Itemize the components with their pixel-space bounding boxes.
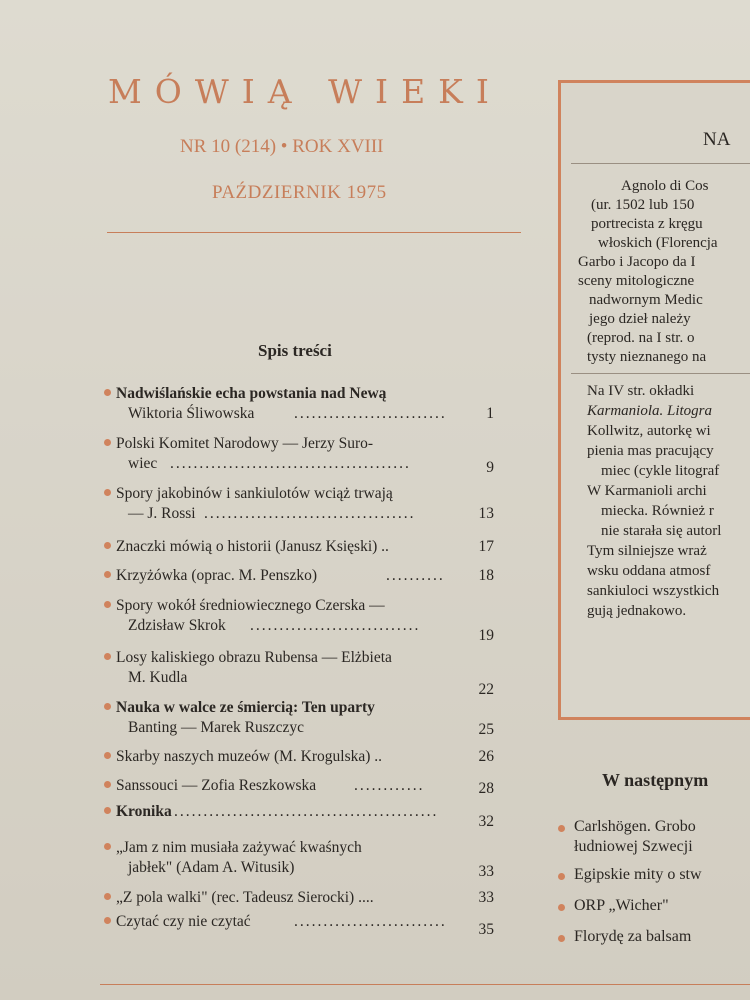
toc-entry-title: Krzyżówka (oprac. M. Penszko) [116, 567, 318, 584]
next-issue-heading: W następnym [602, 770, 709, 790]
info-line: Na IV str. okładki [587, 383, 695, 399]
toc-entry-page: 35 [478, 921, 494, 938]
info-line: portrecista z kręgu [591, 216, 703, 232]
toc-entry-page: 1 [486, 405, 494, 422]
info-box-heading: NA [703, 129, 731, 150]
toc-entry-title: Losy kaliskiego obrazu Rubensa — Elżbieta [116, 649, 392, 666]
bullet-icon [558, 825, 565, 832]
info-line: sceny mitologiczne [578, 273, 695, 289]
info-line: Kollwitz, autorkę wi [587, 423, 711, 439]
toc-entry-page: 9 [486, 459, 494, 476]
toc-entry-page: 13 [478, 505, 494, 522]
info-box-rule [571, 373, 750, 374]
toc-entry-author: Wiktoria Śliwowska [128, 405, 255, 422]
next-issue-item-text: Carlshögen. Grobo [574, 818, 696, 835]
issue-number: NR 10 (214) • ROK XVIII [180, 136, 384, 157]
toc-entry-author: Banting — Marek Ruszczyc [128, 719, 305, 736]
toc-entry-title: Polski Komitet Narodowy — Jerzy Suro- [116, 435, 374, 452]
next-issue-item-text: łudniowej Szwecji [574, 838, 693, 855]
info-line: nadwornym Medic [589, 292, 703, 308]
bullet-icon [104, 601, 111, 608]
bullet-icon [104, 653, 111, 660]
toc-entry-title: Spory wokół średniowiecznego Czerska — [116, 597, 385, 614]
toc-entry-page: 33 [478, 889, 494, 906]
info-line: nie starała się autorl [601, 523, 722, 539]
toc-entry-author: jabłek" (Adam A. Witusik) [128, 859, 295, 876]
next-issue-item-text: Florydę za balsam [574, 928, 692, 945]
toc-entry-title: Nauka w walce ze śmiercią: Ten uparty [116, 699, 375, 716]
info-line: Tym silniejsze wraż [587, 543, 707, 559]
toc-entry-author: — J. Rossi [128, 505, 196, 522]
next-issue-item-text: Egipskie mity o stw [574, 866, 702, 883]
toc-entry: Spory jakobinów i sankiulotów wciąż trwają — J. Rossi .................................... 13 [104, 484, 494, 524]
toc-entry-author: Zdzisław Skrok [128, 617, 226, 634]
bullet-icon [104, 807, 111, 814]
toc-entry-title: „Z pola walki" (rec. Tadeusz Sierocki) .... [116, 889, 374, 906]
issue-date: PAŹDZIERNIK 1975 [212, 182, 387, 203]
info-line: Agnolo di Cos [621, 178, 709, 194]
info-line: tysty nieznanego na [587, 349, 707, 365]
toc-entry-title: Nadwiślańskie echa powstania nad Newą [116, 385, 387, 402]
toc-entry-title: Czytać czy nie czytać [116, 913, 251, 930]
page-bottom-divider [100, 984, 750, 985]
toc-entry [104, 537, 494, 557]
toc-entry-title: Spory jakobinów i sankiulotów wciąż trwają [116, 485, 393, 502]
bullet-icon [104, 703, 111, 710]
toc-entry [104, 698, 494, 738]
info-line: wsku oddana atmosf [587, 563, 711, 579]
bullet-icon [104, 752, 111, 759]
toc-entry: Krzyżówka (oprac. M. Penszko) .......... 18 [104, 566, 494, 586]
info-line: miecka. Również r [601, 503, 714, 519]
toc-entry-title: Sanssouci — Zofia Reszkowska [116, 777, 317, 794]
info-line: Karmaniola. Litogra [587, 403, 713, 419]
toc-entry: Czytać czy nie czytać .......................... 35 [104, 912, 494, 932]
info-line: (ur. 1502 lub 150 [591, 197, 695, 213]
toc-entry: Spory wokół średniowiecznego Czerska — Zdzisław Skrok ............................. 19 [104, 596, 494, 636]
info-line: jego dzieł należy [589, 311, 691, 327]
toc-entry-page: 17 [478, 538, 494, 555]
info-line: pienia mas pracujący [587, 443, 714, 459]
cover-info-box [558, 80, 750, 720]
bullet-icon [104, 571, 111, 578]
toc-entry [104, 747, 494, 767]
toc-entry-page: 26 [478, 748, 494, 765]
toc-entry: Kronika ............................................. 32 [104, 802, 494, 822]
toc-entry-page: 33 [478, 863, 494, 880]
toc-entry-page: 19 [478, 627, 494, 644]
toc-entry [104, 888, 494, 908]
info-line: Garbo i Jacopo da I [578, 254, 696, 270]
toc-entry-page: 18 [478, 567, 494, 584]
toc-entry-author: M. Kudla [128, 669, 188, 686]
toc-entry: Nadwiślańskie echa powstania nad Newą Wiktoria Śliwowska .......................... 1 [104, 384, 494, 424]
toc-entry-page: 28 [478, 780, 494, 797]
bullet-icon [104, 843, 111, 850]
toc-entry-page: 32 [478, 813, 494, 830]
info-line: W Karmanioli archi [587, 483, 707, 499]
toc-entry: Sanssouci — Zofia Reszkowska ............ 28 [104, 776, 494, 796]
bullet-icon [558, 904, 565, 911]
info-line: sankiuloci wszystkich [587, 583, 720, 599]
bullet-icon [558, 873, 565, 880]
toc-entry: Polski Komitet Narodowy — Jerzy Suro- wiec ......................................... 9 [104, 434, 494, 474]
bullet-icon [104, 389, 111, 396]
toc-heading: Spis treści [258, 341, 332, 360]
next-issue-item-text: ORP „Wicher" [574, 897, 669, 914]
bullet-icon [104, 439, 111, 446]
toc-entry-title: Kronika [116, 803, 172, 820]
info-line: miec (cykle litograf [601, 463, 720, 479]
toc-entry-title: „Jam z nim musiała zażywać kwaśnych [116, 839, 362, 856]
toc-entry-title: Skarby naszych muzeów (M. Krogulska) .. [116, 748, 383, 765]
toc-entry-author: wiec [128, 455, 158, 472]
toc-entry-page: 25 [478, 721, 494, 738]
info-box-rule [571, 163, 750, 164]
magazine-title: MÓWIĄ WIEKI [108, 72, 502, 111]
toc-entry-page: 22 [478, 681, 494, 698]
bullet-icon [104, 781, 111, 788]
bullet-icon [558, 935, 565, 942]
bullet-icon [104, 542, 111, 549]
toc-entry-title: Znaczki mówią o historii (Janusz Księski) .. [116, 538, 389, 555]
info-line: (reprod. na I str. o [587, 330, 695, 346]
bullet-icon [104, 917, 111, 924]
bullet-icon [104, 489, 111, 496]
toc-entry [104, 838, 494, 878]
bullet-icon [104, 893, 111, 900]
info-line: włoskich (Florencja [598, 235, 718, 251]
info-line: gują jednakowo. [587, 603, 687, 619]
toc-entry [104, 648, 494, 698]
